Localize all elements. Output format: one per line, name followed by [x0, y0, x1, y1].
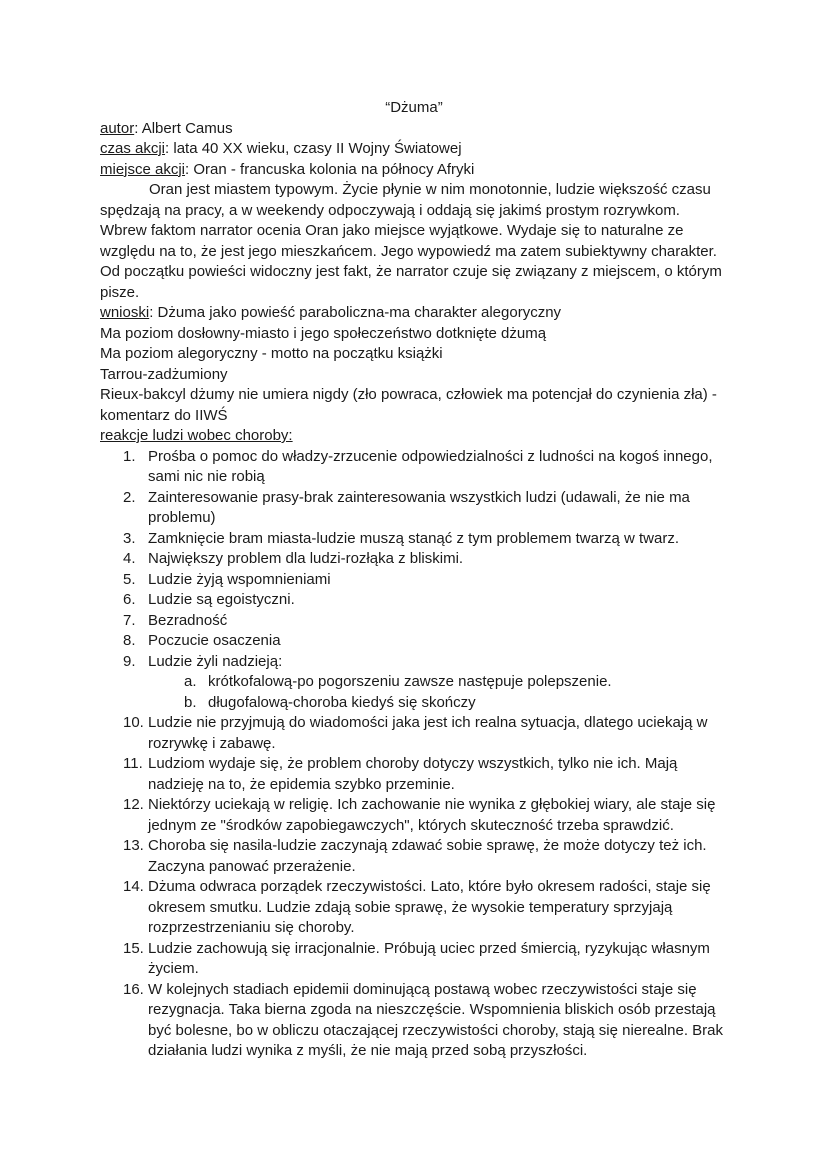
list-item	[100, 877, 728, 939]
list-text: Ludziom wydaje się, że problem choroby dotyczy wszystkich, tylko nie ich. Mają nadzieję na to, że epidemia szybko przeminie.	[148, 755, 678, 793]
reactions-heading: reakcje ludzi wobec choroby:	[100, 427, 293, 444]
meta-value: : Albert Camus	[134, 119, 233, 137]
list-number: 15.	[123, 939, 144, 957]
list-number: 16.	[123, 980, 144, 998]
conclusion-line: Ma poziom dosłowny-miasto i jego społeczeństwo dotknięte dżumą	[100, 324, 547, 342]
list-item	[100, 754, 728, 795]
list-number: 5.	[123, 570, 136, 588]
list-number: 11.	[123, 755, 143, 772]
list-text: Niektórzy uciekają w religię. Ich zachowanie nie wynika z głębokiej wiary, ale staje się jednym ze "środków zapobiegawczych", których skuteczność trzeba sprawdzić.	[148, 796, 716, 834]
sublist-letter: b.	[184, 693, 197, 711]
meta-value: : lata 40 XX wieku, czasy II Wojny Światowej	[165, 140, 462, 157]
list-text: Choroba się nasila-ludzie zaczynają zdawać sobie sprawę, że może dotyczy też ich. Zaczyna panować przerażenie.	[148, 837, 707, 875]
hope-sublist	[148, 672, 728, 713]
meta-author	[100, 119, 740, 140]
list-text: Zainteresowanie prasy-brak zainteresowania wszystkich ludzi (udawali, że nie ma problemu)	[148, 488, 690, 526]
list-item	[100, 590, 728, 611]
list-item	[100, 939, 728, 980]
list-text: Ludzie są egoistyczni.	[148, 591, 295, 608]
list-number: 8.	[123, 632, 136, 649]
list-item	[100, 529, 728, 550]
sublist-text: krótkofalową-po pogorszeniu zawsze następuje polepszenie.	[208, 673, 612, 690]
list-text: Ludzie zachowują się irracjonalnie. Próbują uciec przed śmiercią, ryzykując własnym życiem.	[148, 939, 710, 977]
list-item	[100, 980, 728, 1062]
list-text: Zamknięcie bram miasta-ludzie muszą stanąć z tym problemem twarzą w twarz.	[148, 529, 679, 547]
list-number: 1.	[123, 447, 136, 465]
document-page	[100, 98, 740, 1062]
sublist-letter: a.	[184, 673, 197, 690]
list-number: 6.	[123, 591, 136, 608]
list-number: 14.	[123, 878, 144, 895]
conclusion-line: Tarrou-zadżumiony	[100, 365, 228, 383]
sublist-text: długofalową-choroba kiedyś się skończy	[208, 693, 476, 711]
list-number: 2.	[123, 488, 136, 506]
meta-label: miejsce akcji	[100, 160, 186, 178]
list-item	[100, 549, 728, 570]
list-text: Bezradność	[148, 611, 228, 629]
list-item	[100, 795, 728, 836]
list-number: 3.	[123, 529, 136, 547]
list-item	[100, 570, 728, 591]
list-item	[100, 652, 728, 714]
conclusion-line: Rieux-bakcyl dżumy nie umiera nigdy (zło powraca, człowiek ma potencjał do czynienia zła) - komentarz do IIWŚ	[100, 386, 717, 424]
list-number: 13.	[123, 837, 144, 854]
conclusion-line: Ma poziom alegoryczny - motto na początku książki	[100, 345, 443, 362]
list-text: Dżuma odwraca porządek rzeczywistości. Lato, które było okresem radości, staje się okresem smutku. Ludzie zdają sobie sprawę, że wysokie temperatury sprzyjają rozprzestrzenianiu się choroby.	[148, 878, 711, 936]
list-number: 9.	[123, 652, 136, 670]
list-item	[100, 631, 728, 652]
conclusions-label: wnioski	[100, 304, 150, 321]
meta-place	[100, 160, 740, 181]
conclusions-heading	[100, 303, 740, 324]
meta-time	[100, 139, 740, 160]
list-number: 10.	[123, 714, 144, 731]
sublist-item	[148, 672, 728, 693]
list-item	[100, 836, 728, 877]
reactions-list	[100, 447, 740, 1062]
list-text: Największy problem dla ludzi-rozłąka z bliskimi.	[148, 550, 464, 567]
document-title: “Dżuma”	[385, 99, 443, 116]
list-number: 4.	[123, 550, 136, 567]
meta-label: autor	[100, 119, 135, 137]
list-item	[100, 488, 728, 529]
meta-value: : Oran - francuska kolonia na północy Afryki	[185, 160, 475, 178]
list-text: Ludzie nie przyjmują do wiadomości jaka jest ich realna sytuacja, dlatego uciekają w rozrywkę i zabawę.	[148, 714, 708, 752]
list-item	[100, 611, 728, 632]
list-number: 12.	[123, 796, 144, 813]
list-text: W kolejnych stadiach epidemii dominującą postawą wobec rzeczywistości staje się rezygnacja. Taka bierna zgoda na nieszczęście. Wspomnienia bliskich osób przestają być bolesne, bo w obliczu otaczającej rzeczywistości choroby, stają się nierealne. Brak działania ludzi wynika z myśli, że nie mają przed sobą przyszłości.	[148, 980, 723, 1059]
sublist-item	[148, 693, 728, 714]
list-item	[100, 713, 728, 754]
list-text: Ludzie żyją wspomnieniami	[148, 570, 331, 588]
list-text: Ludzie żyli nadzieją:	[148, 652, 283, 670]
conclusions-value: : Dżuma jako powieść paraboliczna-ma charakter alegoryczny	[149, 304, 562, 321]
meta-label: czas akcji	[100, 140, 166, 157]
list-item	[100, 447, 728, 488]
list-number: 7.	[123, 611, 136, 629]
list-text: Prośba o pomoc do władzy-zrzucenie odpowiedzialności z ludności na kogoś innego, sami nic nie robią	[148, 447, 713, 485]
list-text: Poczucie osaczenia	[148, 632, 281, 649]
intro-paragraph: Oran jest miastem typowym. Życie płynie w nim monotonnie, ludzie większość czasu spędzają na pracy, a w weekendy odpoczywają i oddają się jakimś prostym rozrywkom. Wbrew faktom narrator ocenia Oran jako miejsce wyjątkowe. Wydaje się to naturalne ze względu na to, że jest jego mieszkańcem. Jego wypowiedź ma zatem subiektywny charakter. Od początku powieści widoczny jest fakt, że narrator czuje się związany z miejscem, o którym pisze.	[100, 181, 722, 301]
